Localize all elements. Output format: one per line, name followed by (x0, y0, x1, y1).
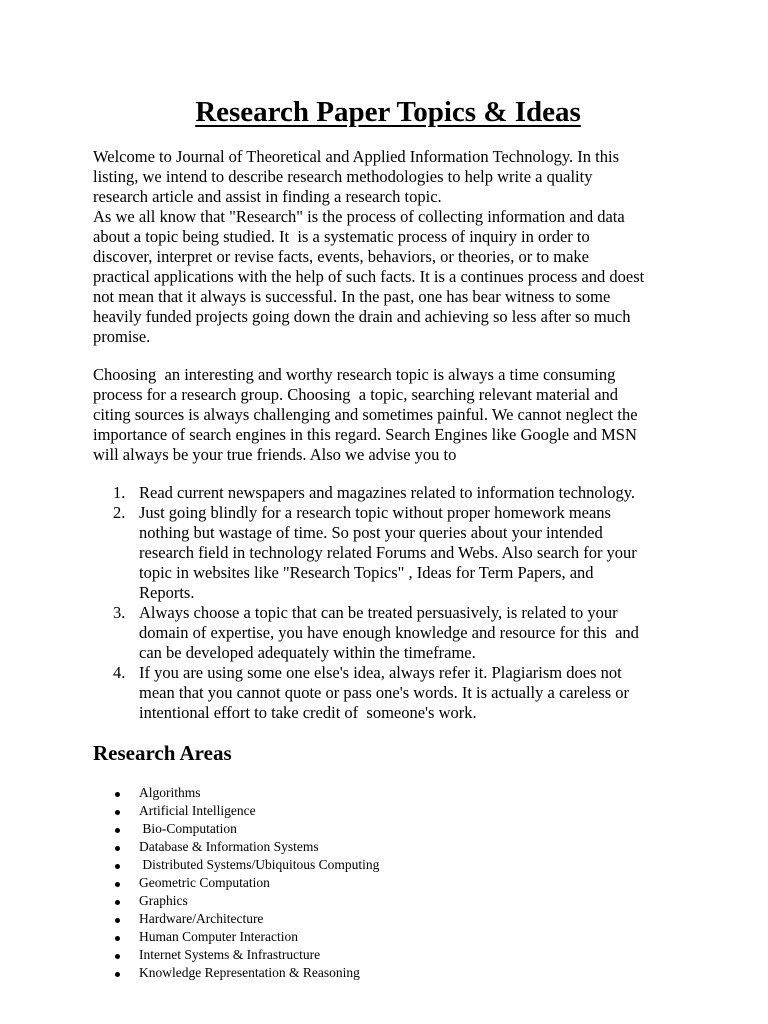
paragraph-line: heavily funded projects going down the drain and achieving so less after so much (93, 307, 631, 326)
paragraph-line: about a topic being studied. It is a systematic process of inquiry in order to (93, 227, 590, 246)
research-area-label: Geometric Computation (139, 875, 270, 890)
list-number: 2. (113, 503, 126, 522)
research-area-label: Human Computer Interaction (139, 929, 298, 944)
bullet-icon (115, 882, 120, 887)
paragraph-line: importance of search engines in this regard. Search Engines like Google and MSN (93, 425, 637, 444)
bullet-icon (115, 864, 120, 869)
paragraph-line: listing, we intend to describe research methodologies to help write a quality (93, 167, 593, 186)
bullet-icon (115, 954, 120, 959)
paragraph-line: As we all know that "Research" is the process of collecting information and data (93, 207, 625, 226)
paragraph-line: discover, interpret or revise facts, events, behaviors, or theories, or to make (93, 247, 589, 266)
list-item-line: Read current newspapers and magazines related to information technology. (139, 483, 636, 502)
research-area-label: Database & Information Systems (139, 839, 319, 854)
paragraph-line: Welcome to Journal of Theoretical and Applied Information Technology. In this (93, 147, 619, 166)
list-item-line: Reports. (139, 583, 195, 602)
list-item-line: nothing but wastage of time. So post your queries about your intended (139, 523, 603, 542)
list-item-line: research field in technology related Forums and Webs. Also search for your (139, 543, 637, 562)
list-item-line: If you are using some one else's idea, always refer it. Plagiarism does not (139, 663, 622, 682)
research-area-label: Hardware/Architecture (139, 911, 264, 926)
list-item-line: topic in websites like "Research Topics" , Ideas for Term Papers, and (139, 563, 594, 582)
bullet-icon (115, 972, 120, 977)
bullet-icon (115, 900, 120, 905)
paragraph-line: Choosing an interesting and worthy research topic is always a time consuming (93, 365, 616, 384)
list-number: 1. (113, 483, 126, 502)
research-areas-heading: Research Areas (93, 741, 232, 765)
page-title: Research Paper Topics & Ideas (195, 96, 581, 128)
research-area-label: Internet Systems & Infrastructure (139, 947, 321, 962)
research-area-label: Algorithms (139, 785, 201, 800)
bullet-icon (115, 792, 120, 797)
paragraph-line: promise. (93, 327, 151, 346)
bullet-icon (115, 846, 120, 851)
list-item-line: intentional effort to take credit of someone's work. (139, 703, 477, 722)
paragraph-line: will always be your true friends. Also we advise you to (93, 445, 457, 464)
list-number: 4. (113, 663, 126, 682)
list-item-line: Just going blindly for a research topic without proper homework means (139, 503, 611, 522)
list-item-line: can be developed adequately within the timeframe. (139, 643, 476, 662)
paragraph-line: practical applications with the help of such facts. It is a continues process and doest (93, 267, 645, 286)
research-area-label: Knowledge Representation & Reasoning (139, 965, 360, 980)
paragraph-line: research article and assist in finding a research topic. (93, 187, 442, 206)
list-item-line: domain of expertise, you have enough knowledge and resource for this and (139, 623, 639, 642)
research-area-label: Artificial Intelligence (139, 803, 256, 818)
bullet-icon (115, 918, 120, 923)
research-area-label: Graphics (139, 893, 188, 908)
list-item-line: mean that you cannot quote or pass one's words. It is actually a careless or (139, 683, 630, 702)
paragraph-line: citing sources is always challenging and sometimes painful. We cannot neglect the (93, 405, 638, 424)
list-number: 3. (113, 603, 126, 622)
bullet-icon (115, 828, 120, 833)
paragraph-line: process for a research group. Choosing a topic, searching relevant material and (93, 385, 619, 404)
bullet-icon (115, 810, 120, 815)
research-area-label: Distributed Systems/Ubiquitous Computing (139, 857, 380, 872)
paragraph-line: not mean that it always is successful. In the past, one has bear witness to some (93, 287, 611, 306)
list-item-line: Always choose a topic that can be treated persuasively, is related to your (139, 603, 618, 622)
bullet-icon (115, 936, 120, 941)
research-area-label: Bio-Computation (139, 821, 237, 836)
